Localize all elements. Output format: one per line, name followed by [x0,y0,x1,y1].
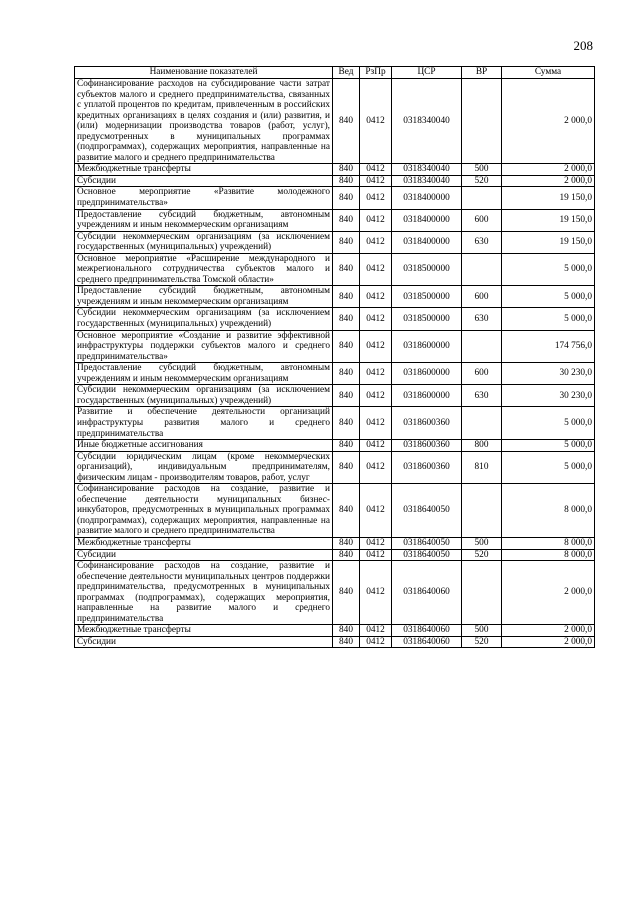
table-row [75,451,595,484]
cell-ved: 840 [333,561,360,625]
cell-name: Субсидии [75,175,333,187]
cell-csr: 0318640060 [392,625,462,637]
cell-ved: 840 [333,451,360,484]
cell-vr [462,253,502,286]
cell-csr: 0318600000 [392,363,462,385]
cell-rzpr: 0412 [360,286,392,308]
cell-rzpr: 0412 [360,79,392,164]
cell-csr: 0318340040 [392,79,462,164]
cell-ved: 840 [333,440,360,452]
table-row [75,330,595,363]
cell-csr: 0318640050 [392,549,462,561]
table-row [75,484,595,538]
cell-rzpr: 0412 [360,484,392,538]
cell-name: Предоставление субсидий бюджетным, автономным учреждениям и иным некоммерческим организациям [75,286,333,308]
cell-csr: 0318600360 [392,440,462,452]
cell-rzpr: 0412 [360,537,392,549]
cell-vr: 500 [462,537,502,549]
cell-name: Предоставление субсидий бюджетным, автономным учреждениям и иным некоммерческим организациям [75,209,333,231]
cell-vr [462,484,502,538]
cell-name: Межбюджетные трансферты [75,625,333,637]
cell-vr: 630 [462,231,502,253]
cell-ved: 840 [333,253,360,286]
cell-sum: 5 000,0 [502,286,595,308]
table-row [75,537,595,549]
cell-rzpr: 0412 [360,175,392,187]
cell-csr: 0318400000 [392,231,462,253]
cell-csr: 0318600000 [392,385,462,407]
cell-rzpr: 0412 [360,187,392,209]
cell-csr: 0318600360 [392,451,462,484]
cell-rzpr: 0412 [360,330,392,363]
cell-vr: 500 [462,164,502,176]
cell-ved: 840 [333,308,360,330]
cell-rzpr: 0412 [360,308,392,330]
header-vr: ВР [462,67,502,79]
budget-table [74,66,595,648]
cell-csr: 0318600360 [392,407,462,440]
header-sum: Сумма [502,67,595,79]
table-row [75,164,595,176]
cell-sum: 5 000,0 [502,308,595,330]
cell-sum: 2 000,0 [502,636,595,648]
cell-rzpr: 0412 [360,451,392,484]
cell-vr [462,187,502,209]
cell-vr: 630 [462,308,502,330]
table-row [75,385,595,407]
header-name: Наименование показателей [75,67,333,79]
cell-vr: 520 [462,175,502,187]
table-row [75,561,595,625]
cell-rzpr: 0412 [360,625,392,637]
header-ved: Вед [333,67,360,79]
cell-vr: 500 [462,625,502,637]
cell-name: Софинансирование расходов на создание, развитие и обеспечение деятельности муниципальных центров поддержки предпринимательства, предусмотренных в муниципальных программах (подпрограммах), содержащих мероприятия, направленные на развитие малого и среднего предпринимательства [75,561,333,625]
cell-ved: 840 [333,407,360,440]
page-number: 208 [573,38,593,53]
table-row [75,363,595,385]
cell-sum: 8 000,0 [502,484,595,538]
cell-csr: 0318640050 [392,484,462,538]
cell-ved: 840 [333,363,360,385]
cell-sum: 30 230,0 [502,385,595,407]
cell-vr: 520 [462,549,502,561]
cell-vr: 520 [462,636,502,648]
cell-ved: 840 [333,636,360,648]
cell-sum: 5 000,0 [502,440,595,452]
cell-rzpr: 0412 [360,549,392,561]
cell-rzpr: 0412 [360,407,392,440]
cell-ved: 840 [333,484,360,538]
cell-ved: 840 [333,330,360,363]
table-row [75,253,595,286]
cell-sum: 19 150,0 [502,187,595,209]
cell-ved: 840 [333,286,360,308]
cell-csr: 0318340040 [392,164,462,176]
cell-sum: 19 150,0 [502,231,595,253]
cell-rzpr: 0412 [360,209,392,231]
cell-name: Субсидии некоммерческим организациям (за исключением государственных (муниципальных) учреждений) [75,231,333,253]
cell-name: Субсидии некоммерческим организациям (за исключением государственных (муниципальных) учреждений) [75,308,333,330]
table-row [75,308,595,330]
cell-csr: 0318400000 [392,187,462,209]
cell-sum: 5 000,0 [502,407,595,440]
table-row [75,286,595,308]
cell-name: Субсидии юридическим лицам (кроме некоммерческих организаций), индивидуальным предпринимателям, физическим лицам - производителям товаров, работ, услуг [75,451,333,484]
cell-name: Основное мероприятие «Развитие молодежного предпринимательства» [75,187,333,209]
cell-vr [462,407,502,440]
cell-sum: 30 230,0 [502,363,595,385]
cell-sum: 2 000,0 [502,164,595,176]
table-row [75,231,595,253]
cell-ved: 840 [333,385,360,407]
table-row [75,79,595,164]
cell-name: Межбюджетные трансферты [75,164,333,176]
table-row [75,407,595,440]
cell-sum: 19 150,0 [502,209,595,231]
table-row [75,440,595,452]
table-row [75,175,595,187]
cell-ved: 840 [333,164,360,176]
cell-csr: 0318500000 [392,308,462,330]
cell-vr: 600 [462,286,502,308]
cell-rzpr: 0412 [360,231,392,253]
cell-name: Иные бюджетные ассигнования [75,440,333,452]
cell-name: Субсидии [75,636,333,648]
table-row [75,549,595,561]
cell-csr: 0318600000 [392,330,462,363]
cell-rzpr: 0412 [360,164,392,176]
cell-sum: 8 000,0 [502,549,595,561]
table-body [75,79,595,648]
cell-rzpr: 0412 [360,561,392,625]
cell-vr [462,330,502,363]
table-row [75,625,595,637]
cell-sum: 5 000,0 [502,253,595,286]
cell-sum: 2 000,0 [502,79,595,164]
cell-csr: 0318400000 [392,209,462,231]
cell-csr: 0318340040 [392,175,462,187]
cell-name: Основное мероприятие «Создание и развитие эффективной инфраструктуры поддержки субъектов малого и среднего предпринимательства» [75,330,333,363]
cell-vr: 800 [462,440,502,452]
cell-sum: 2 000,0 [502,561,595,625]
cell-sum: 2 000,0 [502,175,595,187]
cell-vr [462,561,502,625]
cell-sum: 174 756,0 [502,330,595,363]
cell-vr: 600 [462,363,502,385]
cell-rzpr: 0412 [360,363,392,385]
cell-csr: 0318500000 [392,253,462,286]
cell-rzpr: 0412 [360,385,392,407]
table-row [75,636,595,648]
cell-csr: 0318500000 [392,286,462,308]
cell-vr [462,79,502,164]
cell-csr: 0318640060 [392,561,462,625]
header-csr: ЦСР [392,67,462,79]
cell-vr: 600 [462,209,502,231]
cell-name: Развитие и обеспечение деятельности организаций инфраструктуры развития малого и среднего предпринимательства [75,407,333,440]
cell-name: Субсидии [75,549,333,561]
cell-name: Основное мероприятие «Расширение международного и межрегионального сотрудничества субъектов малого и среднего предпринимательства Томской области» [75,253,333,286]
cell-rzpr: 0412 [360,440,392,452]
cell-sum: 2 000,0 [502,625,595,637]
cell-ved: 840 [333,209,360,231]
cell-ved: 840 [333,187,360,209]
cell-name: Предоставление субсидий бюджетным, автономным учреждениям и иным некоммерческим организациям [75,363,333,385]
cell-rzpr: 0412 [360,253,392,286]
header-rzpr: РзПр [360,67,392,79]
cell-vr: 810 [462,451,502,484]
cell-sum: 8 000,0 [502,537,595,549]
cell-csr: 0318640050 [392,537,462,549]
cell-ved: 840 [333,537,360,549]
cell-ved: 840 [333,549,360,561]
table-row [75,209,595,231]
table-header-row [75,67,595,79]
cell-csr: 0318640060 [392,636,462,648]
table-row [75,187,595,209]
cell-ved: 840 [333,231,360,253]
cell-name: Межбюджетные трансферты [75,537,333,549]
cell-name: Софинансирование расходов на субсидирование части затрат субъектов малого и среднего предпринимательства, связанных с уплатой процентов по кредитам, привлеченным в российских кредитных организациях в целях создания и (или) развития, и (или) модернизации производства товаров (работ, услуг), предусмотренных в муниципальных программах (подпрограммах), содержащих мероприятия, направленные на развитие малого и среднего предпринимательства [75,79,333,164]
cell-vr: 630 [462,385,502,407]
cell-ved: 840 [333,79,360,164]
cell-rzpr: 0412 [360,636,392,648]
cell-sum: 5 000,0 [502,451,595,484]
cell-name: Софинансирование расходов на создание, развитие и обеспечение деятельности муниципальных бизнес-инкубаторов, предусмотренных в муниципальных программах (подпрограммах), содержащих мероприятия, направленные на развитие малого и среднего предпринимательства [75,484,333,538]
cell-name: Субсидии некоммерческим организациям (за исключением государственных (муниципальных) учреждений) [75,385,333,407]
cell-ved: 840 [333,625,360,637]
cell-ved: 840 [333,175,360,187]
